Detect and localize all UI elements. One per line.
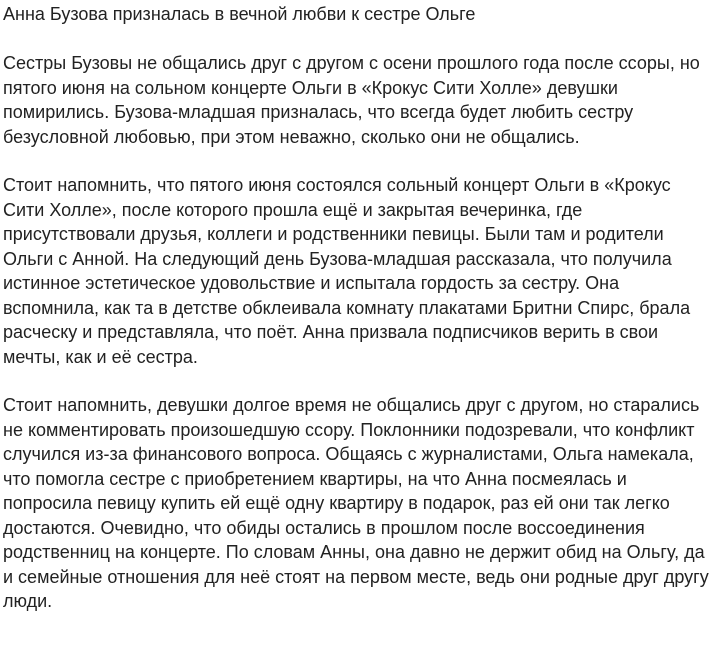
article-paragraph-2: Стоит напомнить, что пятого июня состоялся сольный концерт Ольги в «Крокус Сити Холле», после которого прошла ещё и закрытая вечеринка, где присутствовали друзья, коллеги и родственники певицы. Были там и родители Ольги с Анной. На следующий день Бузова-младшая рассказала, что получила истинное эстетическое удовольствие и испытала гордость за сестру. Она вспомнила, как та в детстве обклеивала комнату плакатами Бритни Спирс, брала расческу и представляла, что поёт. Анна призвала подписчиков верить в свои мечты, как и её сестра.	[3, 175, 691, 367]
article-paragraph-3: Стоит напомнить, девушки долгое время не общались друг с другом, но старались не комментировать произошедшую ссору. Поклонники подозревали, что конфликт случился из-за финансового вопроса. Общаясь с журналистами, Ольга намекала, что помогла сестре с приобретением квартиры, на что Анна посмеялась и попросила певицу купить ей ещё одну квартиру в подарок, раз ей они так легко достаются. Очевидно, что обиды остались в прошлом после воссоединения родственниц на концерте. По словам Анны, она давно не держит обид на Ольгу, да и семейные отношения для неё стоят на первом месте, ведь они родные друг другу люди.	[3, 395, 709, 611]
article-title: Анна Бузова призналась в вечной любви к сестре Ольге	[3, 4, 476, 24]
article-paragraph-1: Сестры Бузовы не общались друг с другом с осени прошлого года после ссоры, но пятого июня на сольном концерте Ольги в «Крокус Сити Холле» девушки помирились. Бузова-младшая призналась, что всегда будет любить сестру безусловной любовью, при этом неважно, сколько они не общались.	[3, 53, 700, 147]
